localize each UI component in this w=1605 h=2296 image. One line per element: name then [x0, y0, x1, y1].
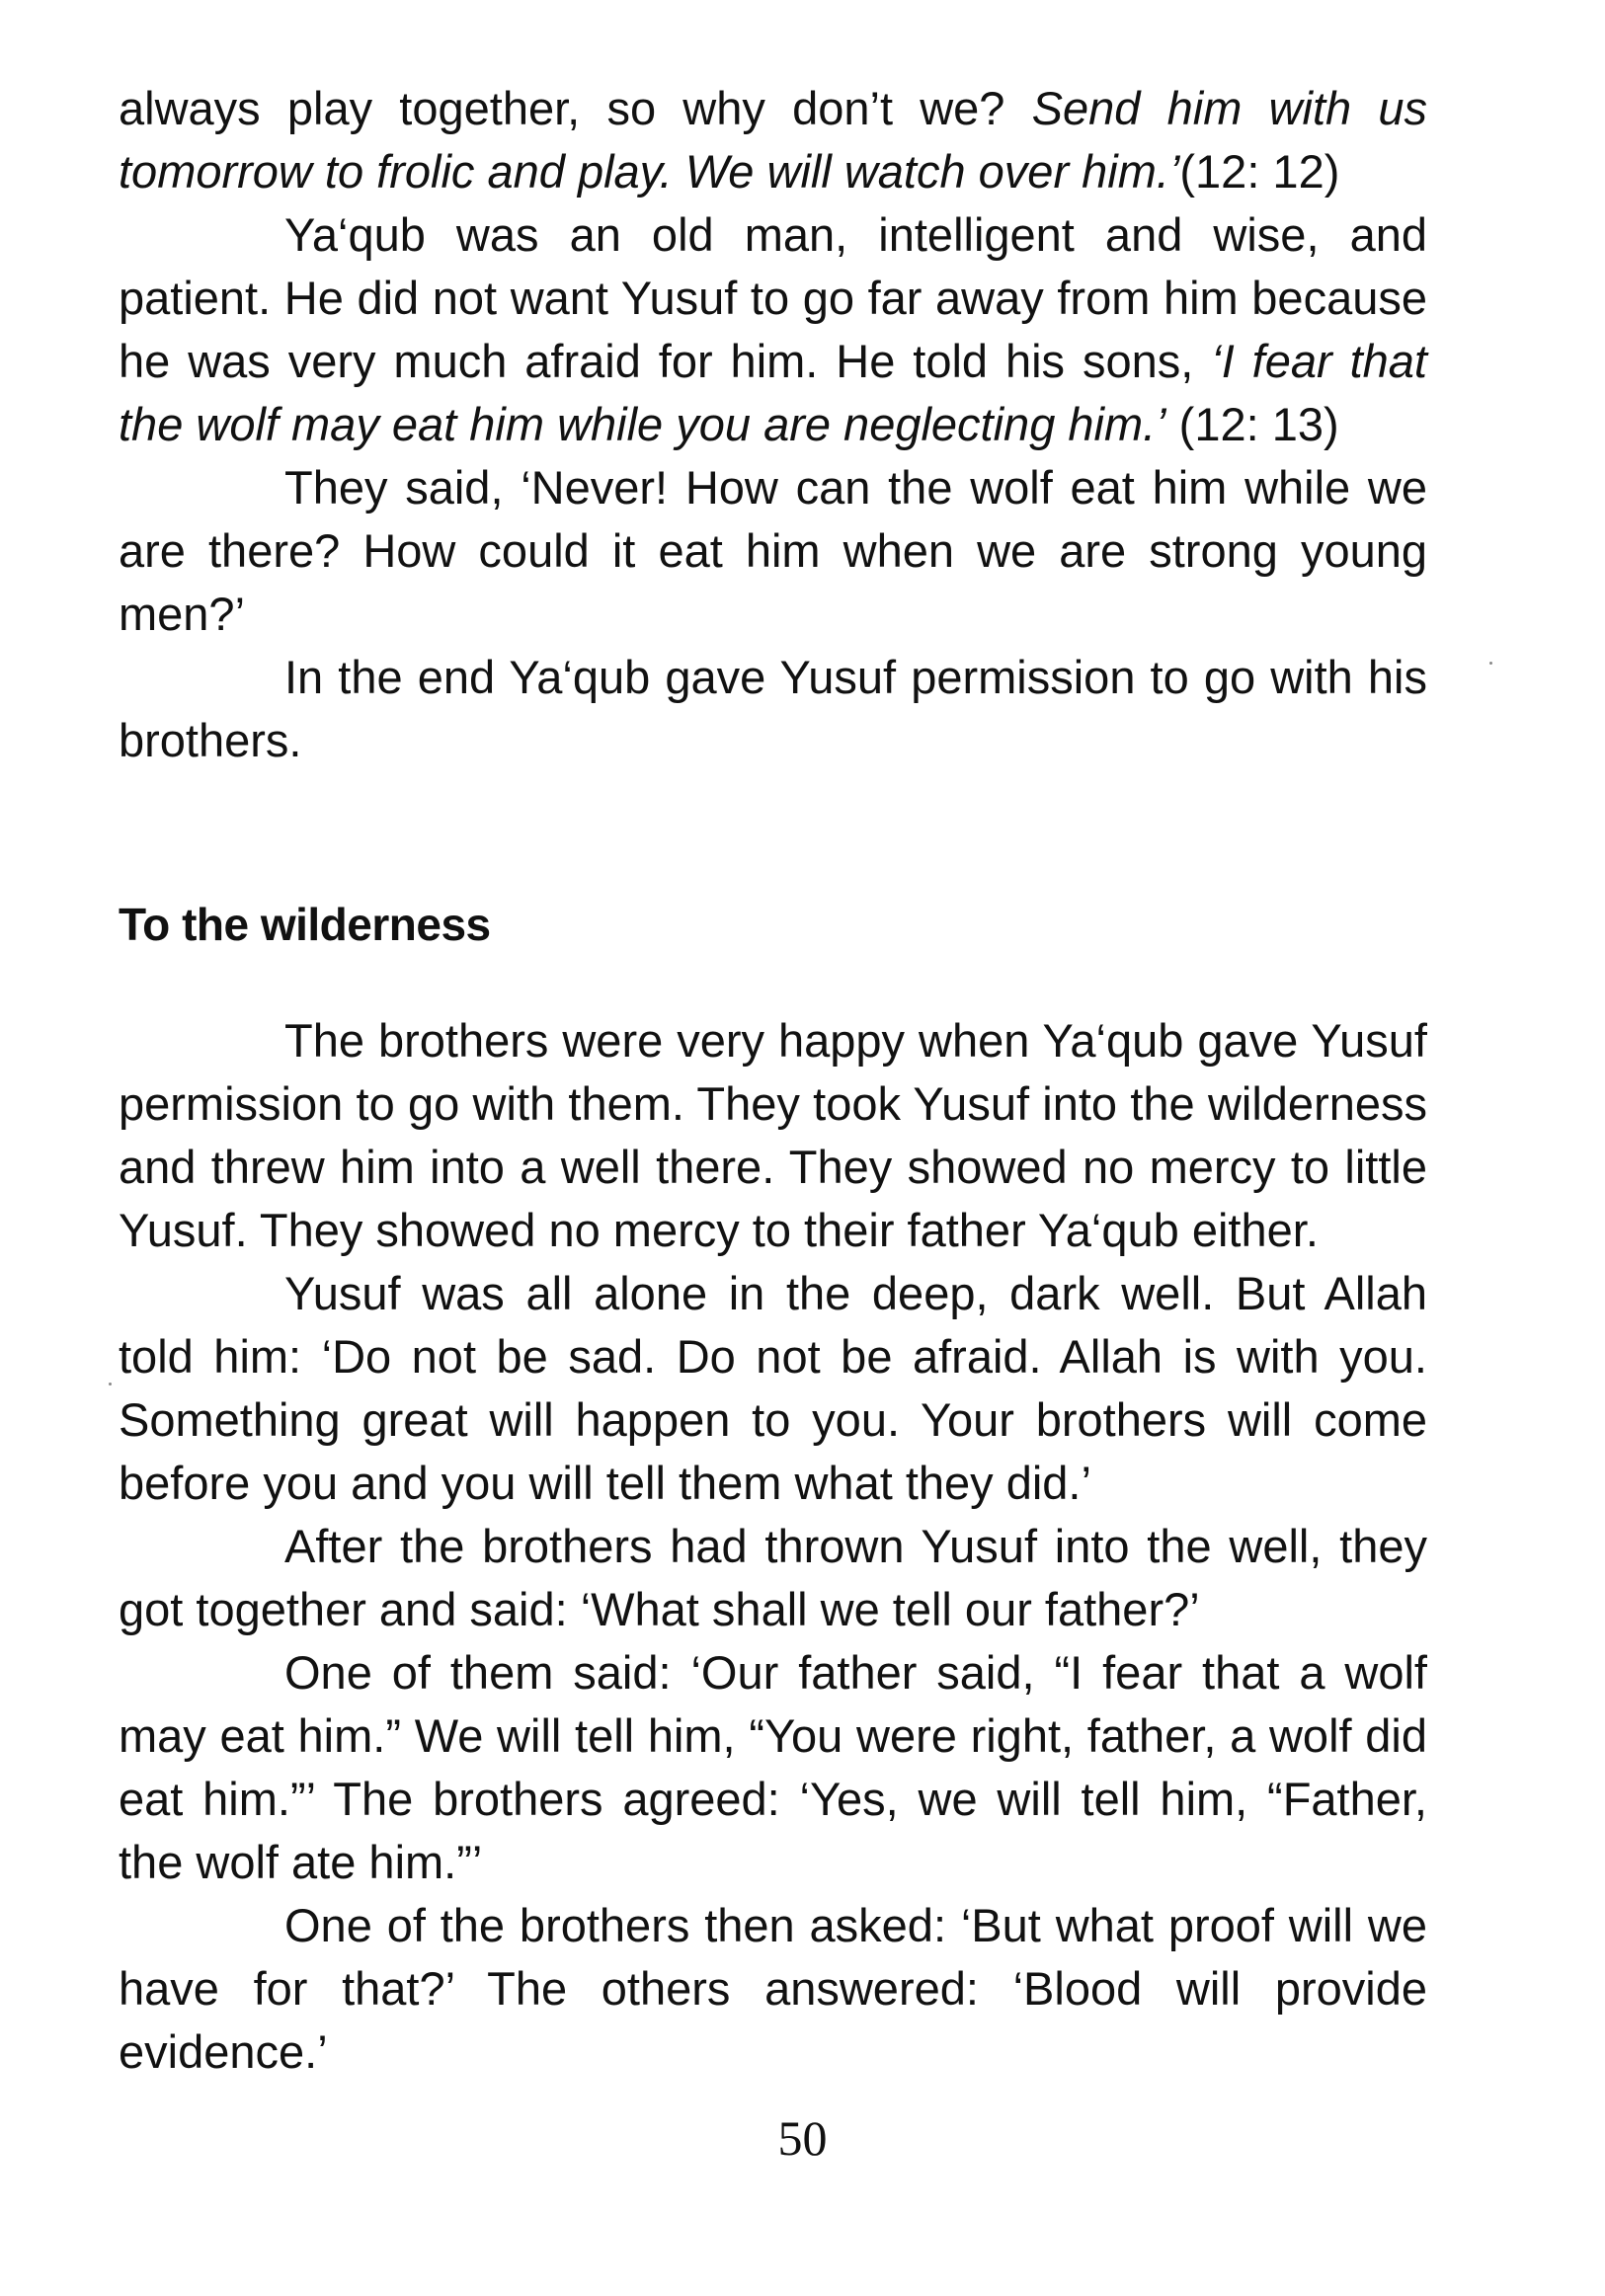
intro-paragraphs: [119, 77, 1427, 772]
page-number: 50: [777, 2110, 828, 2166]
scan-speck: [1489, 662, 1492, 665]
text-run: They said, ‘Never! How can the wolf eat him while we are there? How could it eat him when we are strong young men?’: [119, 461, 1427, 640]
paragraph-s5: [119, 1894, 1427, 2084]
text-run: One of the brothers then asked: ‘But what proof will we have for that?’ The others answered: ‘Blood will provide evidence.’: [119, 1899, 1427, 2078]
text-run: Ya‘qub was an old man, intelligent and wise, and patient. He did not want Yusuf to go far away from him because he was very much afraid for him. He told his sons,: [119, 208, 1427, 387]
page-body: [119, 77, 1427, 2084]
text-run: After the brothers had thrown Yusuf into the well, they got together and said: ‘What shall we tell our father?’: [119, 1520, 1427, 1635]
scan-speck: [109, 1383, 112, 1386]
quran-quote: Send him with us tomorrow to frolic and play. We will watch over him.’: [119, 82, 1427, 198]
text-run: always play together, so why don’t we?: [119, 82, 1032, 134]
text-run: (12: 12): [1179, 145, 1340, 198]
section-paragraphs: [119, 1009, 1427, 2084]
paragraph-p3: [119, 456, 1427, 646]
paragraph-p1: [119, 77, 1427, 203]
paragraph-s1: [119, 1009, 1427, 1262]
section-heading: To the wilderness: [119, 899, 491, 950]
paragraph-p2: [119, 203, 1427, 456]
paragraph-s4: [119, 1641, 1427, 1894]
text-run: The brothers were very happy when Ya‘qub gave Yusuf permission to go with them. They took Yusuf into the wilderness and threw him into a well there. They showed no mercy to little Yusuf. They showed no mercy to their father Ya‘qub either.: [119, 1014, 1427, 1256]
text-run: One of them said: ‘Our father said, “I fear that a wolf may eat him.” We will tell him, “You were right, father, a wolf did eat him.”’ The brothers agreed: ‘Yes, we will tell him, “Father, the wolf ate him.”’: [119, 1646, 1427, 1888]
text-run: (12: 13): [1165, 398, 1339, 450]
paragraph-s3: [119, 1515, 1427, 1641]
text-run: In the end Ya‘qub gave Yusuf permission to go with his brothers.: [119, 651, 1427, 766]
text-run: Yusuf was all alone in the deep, dark well. But Allah told him: ‘Do not be sad. Do not be afraid. Allah is with you. Something great will happen to you. Your brothers will come before you and you will tell them what they did.’: [119, 1267, 1427, 1509]
paragraph-p4: [119, 646, 1427, 772]
quran-quote: ‘I fear that the wolf may eat him while you are neglecting him.’: [119, 335, 1427, 450]
paragraph-s2: [119, 1262, 1427, 1515]
